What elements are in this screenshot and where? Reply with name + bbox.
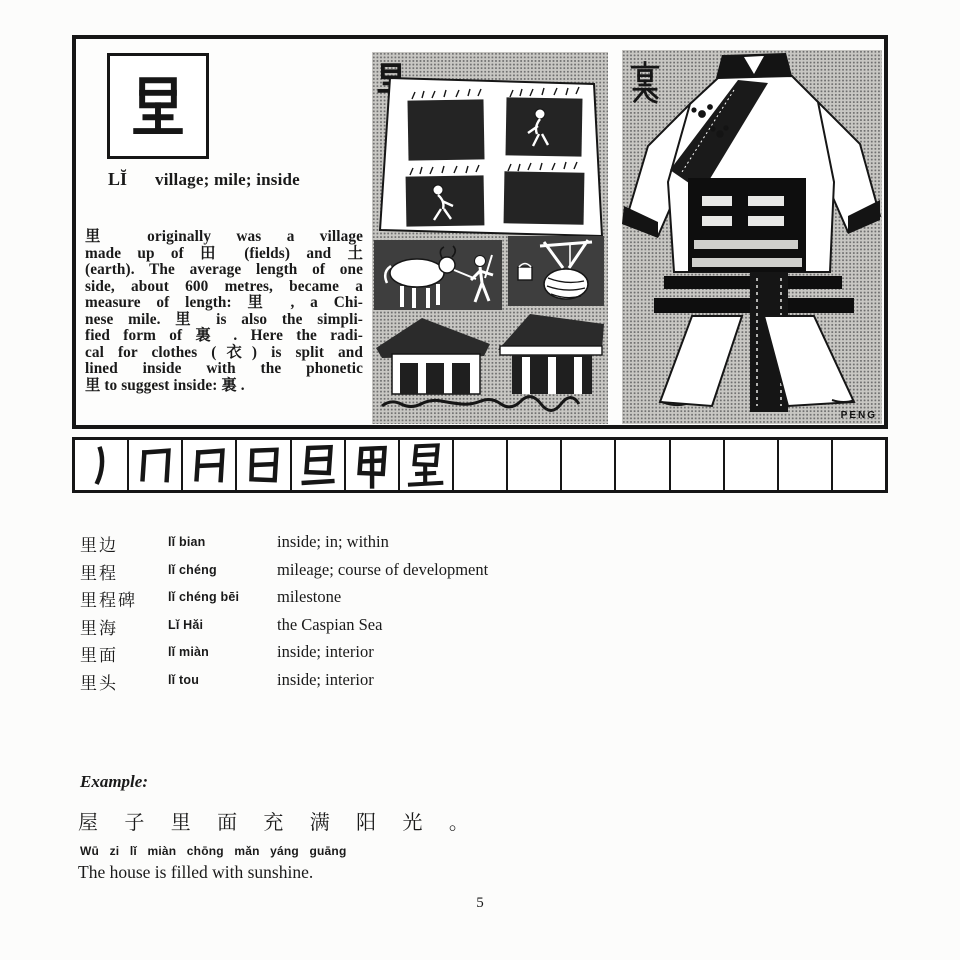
main-character-box bbox=[107, 53, 209, 159]
garment-scene-drawing bbox=[622, 50, 882, 424]
example-sentence-pinyin: Wū zi lǐ miàn chōng mǎn yáng guāng bbox=[80, 844, 347, 858]
vocab-meaning: mileage; course of development bbox=[277, 559, 489, 579]
vocabulary-row bbox=[80, 614, 640, 642]
ground-line bbox=[382, 397, 579, 411]
vocab-meaning: inside; interior bbox=[277, 669, 374, 689]
stroke-cell-empty bbox=[562, 440, 616, 490]
stroke-cell-7 bbox=[400, 440, 454, 490]
garment-illustration bbox=[622, 50, 882, 424]
vocab-hanzi: 里头 bbox=[80, 673, 118, 694]
village-scene-drawing bbox=[372, 52, 608, 424]
etymology-line: 里 to suggest inside: 裏 . bbox=[85, 376, 245, 394]
etymology-line: fied form of 裏 . Here the radi- bbox=[85, 327, 363, 344]
character-pinyin: LĬ bbox=[108, 169, 128, 189]
etymology-line: measure of length: 里 , a Chi- bbox=[85, 294, 363, 311]
stroke-order-row bbox=[72, 437, 888, 493]
stroke-cell-empty bbox=[508, 440, 562, 490]
character-meanings: village; mile; inside bbox=[155, 170, 300, 189]
stroke-cell-4 bbox=[237, 440, 291, 490]
vocab-hanzi: 里海 bbox=[80, 618, 118, 639]
etymology-line: cal for clothes (衣) is split and bbox=[85, 343, 363, 361]
stroke-cell-empty bbox=[725, 440, 779, 490]
etymology-line: (earth). The average length of one bbox=[85, 261, 363, 278]
vocabulary-row bbox=[80, 641, 640, 669]
vocabulary-row bbox=[80, 559, 640, 587]
vocabulary-row bbox=[80, 669, 640, 697]
main-character-li-glyph bbox=[125, 72, 191, 140]
example-translation: The house is filled with sunshine. bbox=[78, 862, 314, 882]
house-right bbox=[498, 314, 604, 394]
stroke-cell-2 bbox=[129, 440, 183, 490]
etymology-line: nese mile. 里 is also the simpli- bbox=[85, 310, 363, 328]
vocab-pinyin: Lǐ Hǎi bbox=[168, 617, 204, 632]
village-illustration bbox=[372, 52, 608, 424]
etymology-paragraph bbox=[85, 229, 363, 394]
vocab-pinyin: lǐ chéng bēi bbox=[168, 590, 240, 604]
vocab-pinyin: lǐ bian bbox=[168, 535, 206, 549]
stroke-cell-empty bbox=[833, 440, 885, 490]
artist-signature: PENG bbox=[840, 410, 877, 421]
stroke-cell-3 bbox=[183, 440, 237, 490]
character-heading bbox=[108, 169, 368, 190]
house-left bbox=[376, 318, 490, 394]
page-number: 5 bbox=[476, 895, 484, 911]
etymology-line: made up of 田 (fields) and 土 bbox=[85, 244, 363, 262]
vocabulary-row bbox=[80, 586, 640, 614]
vocab-hanzi: 里程 bbox=[80, 563, 118, 584]
vocab-pinyin: lǐ chéng bbox=[168, 562, 217, 577]
stroke-cell-5 bbox=[292, 440, 346, 490]
vocab-meaning: milestone bbox=[277, 587, 342, 606]
vocab-hanzi: 里边 bbox=[80, 536, 118, 556]
vocab-meaning: inside; in; within bbox=[277, 532, 389, 551]
stroke-cell-empty bbox=[454, 440, 508, 490]
vocab-meaning: inside; interior bbox=[277, 642, 374, 661]
stroke-cell-empty bbox=[616, 440, 670, 490]
vocab-hanzi: 里面 bbox=[80, 646, 118, 666]
etymology-line: lined inside with the phonetic bbox=[85, 360, 363, 377]
vocab-hanzi: 里程碑 bbox=[80, 591, 137, 611]
vocab-pinyin: lǐ tou bbox=[168, 672, 200, 687]
stroke-cell-empty bbox=[671, 440, 725, 490]
stroke-cell-empty bbox=[779, 440, 833, 490]
stroke-cell-1 bbox=[75, 440, 129, 490]
vocabulary-list bbox=[80, 531, 640, 696]
vocab-meaning: the Caspian Sea bbox=[277, 614, 383, 634]
stroke-cell-6 bbox=[346, 440, 400, 490]
vocabulary-row bbox=[80, 531, 640, 559]
garment-xiangli-label-glyph bbox=[632, 62, 658, 102]
example-label: Example: bbox=[80, 772, 148, 791]
character-intro-panel bbox=[72, 35, 888, 429]
vocab-pinyin: lǐ miàn bbox=[168, 645, 209, 659]
etymology-line: side, about 600 metres, became a bbox=[85, 277, 363, 295]
example-sentence-hanzi: 屋 子 里 面 充 满 阳 光 。 bbox=[78, 810, 479, 834]
left-skirt-flap bbox=[660, 316, 742, 406]
etymology-line: 里 originally was a village bbox=[85, 228, 363, 245]
